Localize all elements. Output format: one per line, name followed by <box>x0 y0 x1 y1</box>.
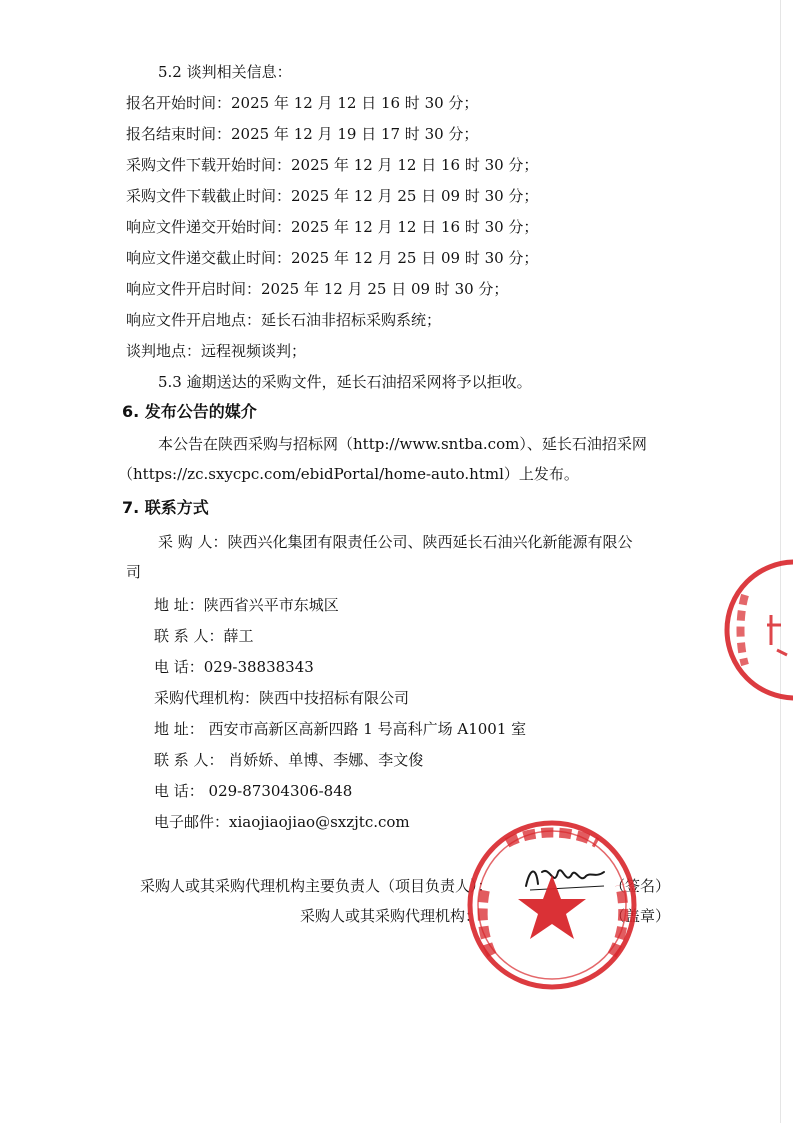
signature-line-label: 采购人或其采购代理机构主要负责人（项目负责人）： <box>140 877 493 895</box>
agency-phone: 电 话： 029-87304306-848 <box>154 782 353 800</box>
opening-location: 响应文件开启地点：延长石油非招标采购系统； <box>126 311 442 329</box>
section-6-heading: 6. 发布公告的媒介 <box>122 402 257 421</box>
company-seal-stamp <box>462 815 642 995</box>
purchaser-phone: 电 话：029-38838343 <box>154 658 314 676</box>
media-text-line-2: （https://zc.sxycpc.com/ebidPortal/home-auto.html）上发布。 <box>118 465 579 483</box>
submission-end-time: 响应文件递交截止时间：2025 年 12 月 25 日 09 时 30 分； <box>126 249 539 267</box>
section-5-3-text: 5.3 逾期送达的采购文件，延长石油招采网将予以拒收。 <box>158 373 532 391</box>
media-text-line-1: 本公告在陕西采购与招标网（http://www.sntba.com）、延长石油招采网 <box>158 435 647 453</box>
section-7-heading: 7. 联系方式 <box>122 498 209 517</box>
purchaser-contact: 联 系 人：薛工 <box>154 627 254 645</box>
submission-start-time: 响应文件递交开始时间：2025 年 12 月 12 日 16 时 30 分； <box>126 218 539 236</box>
agency-name: 采购代理机构：陕西中技招标有限公司 <box>154 689 410 707</box>
agency-contact: 联 系 人： 肖娇娇、单博、李娜、李文俊 <box>154 751 424 769</box>
signature-line-suffix: （签名） <box>610 877 671 895</box>
section-5-2-title: 5.2 谈判相关信息： <box>158 63 292 81</box>
agency-email: 电子邮件：xiaojiaojiao@sxzjtc.com <box>154 813 410 831</box>
download-start-time: 采购文件下载开始时间：2025 年 12 月 12 日 16 时 30 分； <box>126 156 539 174</box>
agency-address: 地 址： 西安市高新区高新四路 1 号高科广场 A1001 室 <box>154 720 527 738</box>
negotiation-location: 谈判地点：远程视频谈判； <box>126 342 307 360</box>
registration-start-time: 报名开始时间：2025 年 12 月 12 日 16 时 30 分； <box>126 94 479 112</box>
registration-end-time: 报名结束时间：2025 年 12 月 19 日 17 时 30 分； <box>126 125 479 143</box>
stamp-line-suffix: （盖章） <box>610 907 671 925</box>
purchaser-line-2: 司 <box>126 563 142 581</box>
partial-edge-seal <box>705 555 793 705</box>
opening-time: 响应文件开启时间：2025 年 12 月 25 日 09 时 30 分； <box>126 280 509 298</box>
stamp-line-label: 采购人或其采购代理机构： <box>300 907 481 925</box>
download-end-time: 采购文件下载截止时间：2025 年 12 月 25 日 09 时 30 分； <box>126 187 539 205</box>
purchaser-line-1: 采 购 人：陕西兴化集团有限责任公司、陕西延长石油兴化新能源有限公 <box>158 533 633 551</box>
purchaser-address: 地 址：陕西省兴平市东城区 <box>154 596 339 614</box>
